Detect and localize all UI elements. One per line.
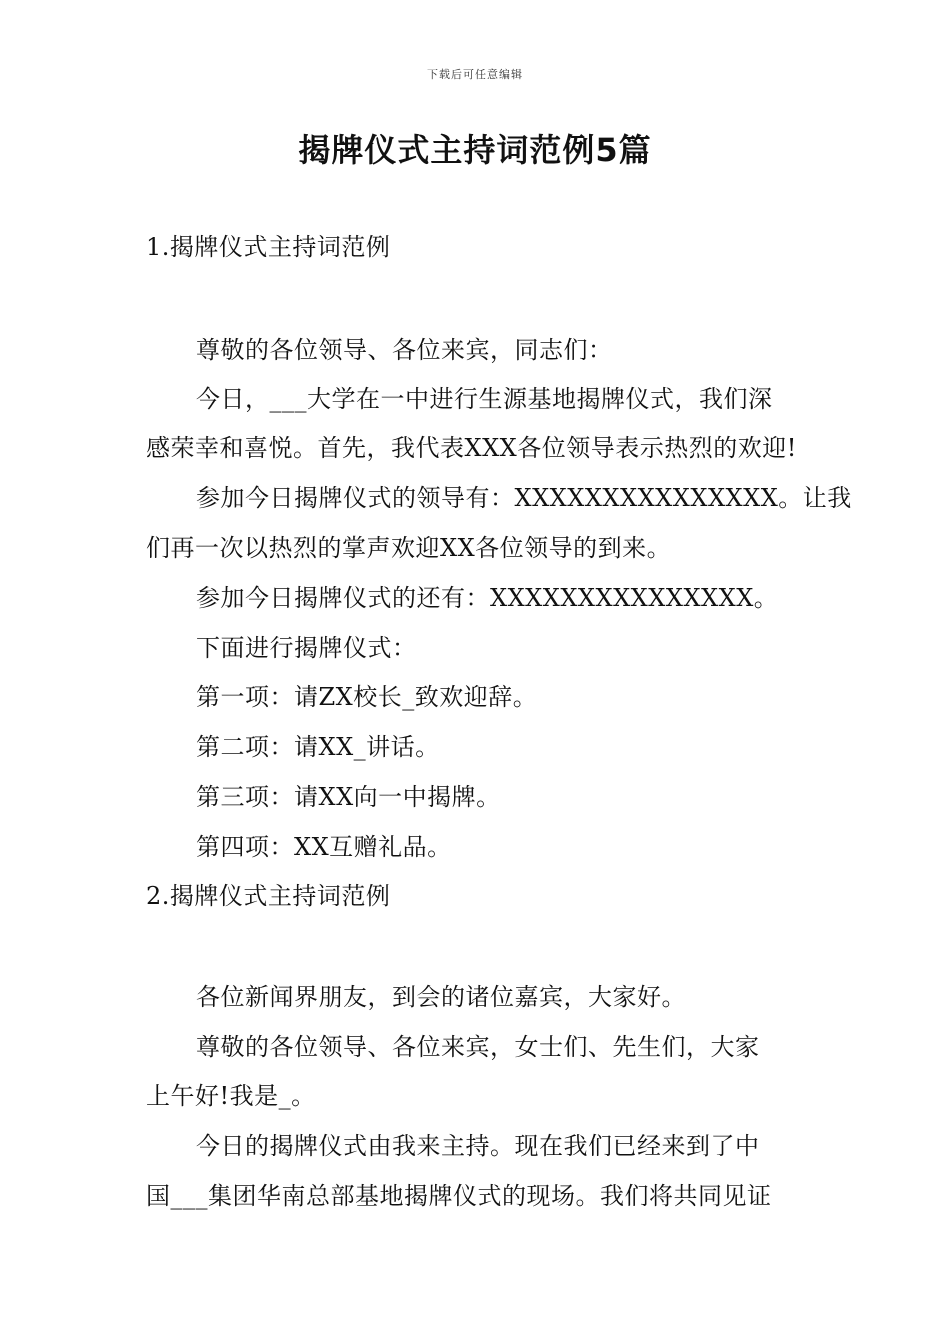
paragraph-line: 参加今日揭牌仪式的领导有：XXXXXXXXXXXXXXX。让我 [196, 484, 852, 512]
section-heading-1: 1.揭牌仪式主持词范例 [146, 233, 391, 261]
paragraph-line: 们再一次以热烈的掌声欢迎XX各位领导的到来。 [146, 534, 672, 562]
list-item: 第二项：请XX_讲话。 [196, 733, 440, 761]
document-title: 揭牌仪式主持词范例5篇 [298, 131, 652, 169]
header-note: 下载后可任意编辑 [427, 68, 523, 81]
paragraph-line: 国___集团华南总部基地揭牌仪式的现场。我们将共同见证 [146, 1182, 772, 1210]
paragraph-line: 尊敬的各位领导、各位来宾，同志们： [196, 336, 613, 364]
paragraph-line: 今日的揭牌仪式由我来主持。现在我们已经来到了中 [196, 1132, 760, 1160]
list-item: 第四项：XX互赠礼品。 [196, 833, 452, 861]
list-item: 第三项：请XX向一中揭牌。 [196, 783, 501, 811]
list-item: 第一项：请ZX校长_致欢迎辞。 [196, 683, 538, 711]
paragraph-line: 下面进行揭牌仪式： [196, 634, 417, 662]
paragraph-line: 今日，___大学在一中进行生源基地揭牌仪式，我们深 [196, 385, 773, 413]
paragraph-line: 感荣幸和喜悦。首先，我代表XXX各位领导表示热烈的欢迎! [146, 434, 797, 462]
paragraph-line: 上午好!我是_。 [146, 1082, 316, 1110]
paragraph-line: 各位新闻界朋友，到会的诸位嘉宾，大家好。 [196, 983, 686, 1011]
paragraph-line: 尊敬的各位领导、各位来宾，女士们、先生们，大家 [196, 1033, 760, 1061]
paragraph-line: 参加今日揭牌仪式的还有：XXXXXXXXXXXXXXX。 [196, 584, 779, 612]
section-heading-2: 2.揭牌仪式主持词范例 [146, 882, 391, 910]
